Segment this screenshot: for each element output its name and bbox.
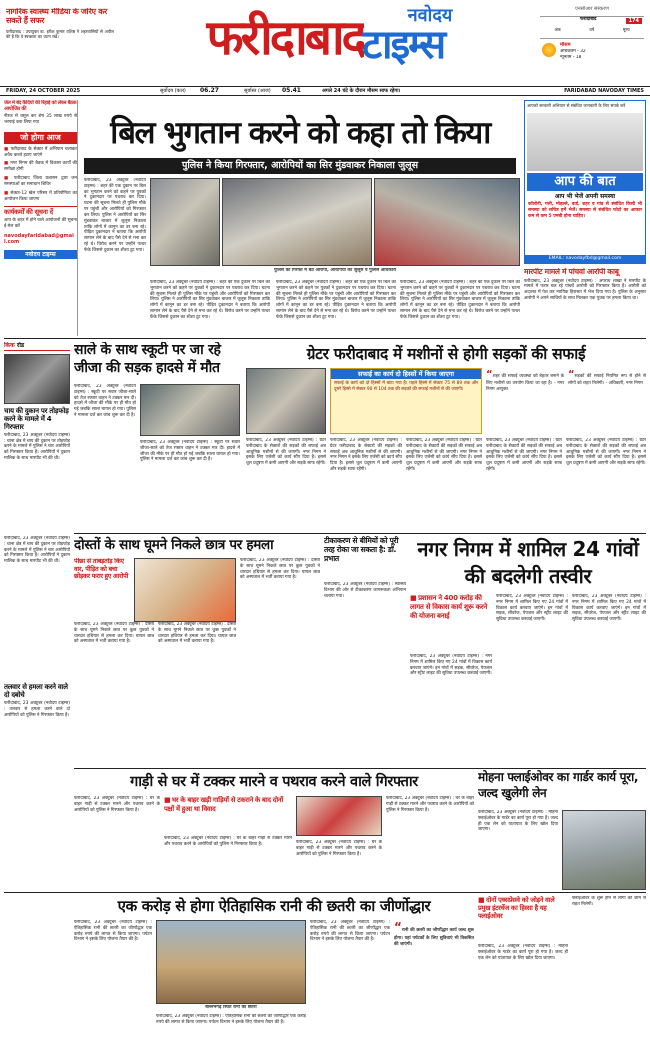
- chhatri-caption: बल्लभगढ़ स्थित रानी की छतरी: [205, 1005, 257, 1010]
- chhatri-quote-text: रानी की छतरी का जीर्णोद्धार कार्य जल्द शुरू होगा। यहां पर्यटकों के लिए सुविधाएं भी विकसित की जाएंगी।: [394, 928, 474, 947]
- list-item: ■ फरीदाबाद जिला प्रशासन द्वारा जन समस्याओं का समाधान शिविर: [4, 176, 77, 187]
- lead-photo-1: [150, 178, 220, 266]
- sidebar-news-body: आप के शहर में होने वाले आयोजनों की सूचना ई-मेल करें: [4, 218, 77, 230]
- list-item: ■ फरीदाबाद के सेक्टर में अभियान चलाकर अवैध कब्जे हटाए जाएंगे: [4, 146, 77, 158]
- nigam-headline: नगर निगम में शामिल 24 गांवों की बदलेगी तस्वीर: [417, 537, 639, 588]
- lead-headline: बिल भुगतान करने को कहा तो किया: [110, 115, 490, 151]
- weather-max: अधिकतम - 32: [560, 49, 586, 54]
- chhatri-headline: एक करोड़ से होगा ऐतिहासिक रानी की छतरी का जीर्णोद्धार: [117, 897, 431, 915]
- ad-box: [524, 100, 646, 264]
- talwar-story: [4, 536, 70, 766]
- page-number-badge: 174: [626, 18, 642, 24]
- ad-title: आप की बात: [527, 173, 643, 191]
- nigam-bullet-icon: ■: [410, 594, 417, 602]
- nigam-subhead: प्रशासन ने 400 करोड़ की लागत से विकास कार्य शुरू करने की योजना बनाई: [410, 594, 487, 620]
- kick-body-cont: फरीदाबाद, 23 अक्टूबर (नवोदय टाइम्स) : थाना क्षेत्र में चाय की दुकान पर तोड़फोड़ करने के मामले में पुलिस ने चार आरोपियों को गिरफ्तार किया है। आरोपियों ने दुकान मालिक के साथ मारपीट भी की थी।: [4, 536, 70, 565]
- list-item-text: सेक्टर-12 खेल परिसर में प्रतियोगिता का आयोजन किया जाएगा: [4, 190, 77, 202]
- chhatri-photo: [156, 920, 306, 1004]
- dost-body-2: फरीदाबाद, 23 अक्टूबर (नवोदय टाइम्स) : दोस्तों के साथ घूमने निकले छात्र पर कुछ युवकों ने धारदार हथियार से हमला कर दिया। घायल छात्र को अस्पताल में भर्ती कराया गया है।: [158, 622, 236, 645]
- greater-body-2: फरीदाबाद, 23 अक्टूबर (नवोदय टाइम्स) : ग्रेटर फरीदाबाद के सेक्टरों की सड़कों की सफाई अब आधुनिक मशीनों से की जाएगी। नगर निगम ने इसके लिए एजेंसी को कार्य सौंप दिया है। इससे धूल प्रदूषण में कमी आएगी और सड़कें साफ रहेंगी।: [330, 438, 402, 473]
- greater-photo-1: [246, 368, 326, 434]
- greater-body-1: फरीदाबाद, 23 अक्टूबर (नवोदय टाइम्स) : ग्रेटर फरीदाबाद के सेक्टरों की सड़कों की सफाई अब आधुनिक मशीनों से की जाएगी। नगर निगम ने इसके लिए एजेंसी को कार्य सौंप दिया है। इससे धूल प्रदूषण में कमी आएगी और सड़कें साफ रहेंगी।: [246, 438, 326, 467]
- lead-strap: पुलिस ने किया गिरफ्तार, आरोपियों का सिर मुंडवाकर निकाला जुलूस: [84, 158, 516, 174]
- greater-quotes: [486, 368, 646, 434]
- lead-body-col-1: फरीदाबाद, 23 अक्टूबर (नवोदय टाइम्स) : शहर की एक दुकान पर बिल का भुगतान करने को कहने पर युवकों ने दुकानदार पर पथराव कर दिया। घटना की सूचना मिलते ही पुलिस मौके पर पहुंची और आरोपियों को गिरफ्तार कर लिया। पुलिस ने आरोपियों का सिर मुंडवाकर बाजार में जुलूस निकाला ताकि लोगों में कानून का डर बना रहे। पीड़ित दुकानदार ने बताया कि आरोपी सामान लेने के बाद पैसे देने से मना कर रहे थे। विरोध करने पर उन्होंने पत्थर फेंके जिससे दुकान का शीशा टूट गया।: [84, 178, 146, 253]
- chhatri-quote: “रानी की छतरी का जीर्णोद्धार कार्य जल्द शुरू होगा। यहां पर्यटकों के लिए सुविधाएं भी विकसित की जाएंगी।: [394, 920, 474, 947]
- donon-bullet-icon: ■: [478, 896, 485, 904]
- sunrise-time: 06.27: [200, 87, 219, 94]
- donon-body-2: फ्लाईओवर के शुरू होने से लोगों को जाम से राहत मिलेगी।: [572, 896, 646, 907]
- gaadi-bullet-icon: ■: [164, 796, 171, 804]
- date-bar: [0, 86, 650, 96]
- chhatri-body-1: फरीदाबाद, 23 अक्टूबर (नवोदय टाइम्स) : ऐतिहासिक रानी की छतरी का जीर्णोद्धार एक करोड़ रुपये की लागत से किया जाएगा। पर्यटन विभाग ने इसके लिए योजना तैयार की है।: [74, 920, 152, 943]
- lead-photo-2: [222, 178, 372, 266]
- dost-body-3: फरीदाबाद, 23 अक्टूबर (नवोदय टाइम्स) : दोस्तों के साथ घूमने निकले छात्र पर कुछ युवकों ने धारदार हथियार से हमला कर दिया। घायल छात्र को अस्पताल में भर्ती कराया गया है।: [240, 558, 320, 581]
- dost-body-1: फरीदाबाद, 23 अक्टूबर (नवोदय टाइम्स) : दोस्तों के साथ घूमने निकले छात्र पर कुछ युवकों ने धारदार हथियार से हमला कर दिया। घायल छात्र को अस्पताल में भर्ती कराया गया है।: [74, 622, 154, 645]
- price-item: मूल्य: [622, 27, 630, 32]
- gaadi-body-3: फरीदाबाद, 23 अक्टूबर (नवोदय टाइम्स) : घर के बाहर गाड़ी से टक्कर मारने और पथराव करने के आरोपियों को पुलिस ने गिरफ्तार किया है।: [296, 840, 382, 857]
- divider: [74, 533, 646, 534]
- nigam-body-3: फरीदाबाद, 23 अक्टूबर (नवोदय टाइम्स) : नगर निगम में शामिल किए गए 24 गांवों में विकास कार्य करवाए जाएंगे। इन गांवों में सड़क, सीवरेज, पेयजल और स्ट्रीट लाइट की सुविधा उपलब्ध करवाई जाएगी।: [572, 594, 646, 623]
- sidebar: [4, 100, 78, 336]
- gaadi-headline: गाड़ी से घर में टक्कर मारने व पथराव करने वाले गिरफ्तार: [130, 774, 418, 790]
- sidebar-box-title: जो होगा आज: [4, 132, 77, 144]
- price-item: वर्ष: [589, 27, 595, 32]
- sidebar-list: [4, 147, 77, 203]
- list-item: ■ सेक्टर-12 खेल परिसर में प्रतियोगिता का आयोजन किया जाएगा: [4, 190, 77, 202]
- dost-headline: दोस्तों के साथ घूमने निकले छात्र पर हमला: [74, 537, 274, 553]
- greater-body-5: फरीदाबाद, 23 अक्टूबर (नवोदय टाइम्स) : ग्रेटर फरीदाबाद के सेक्टरों की सड़कों की सफाई अब आधुनिक मशीनों से की जाएगी। नगर निगम ने इसके लिए एजेंसी को कार्य सौंप दिया है। इससे धूल प्रदूषण में कमी आएगी और सड़कें साफ रहेंगी।: [566, 438, 646, 467]
- lead-body-col-3: फरीदाबाद, 23 अक्टूबर (नवोदय टाइम्स) : शहर की एक दुकान पर बिल का भुगतान करने को कहने पर युवकों ने दुकानदार पर पथराव कर दिया। घटना की सूचना मिलते ही पुलिस मौके पर पहुंची और आरोपियों को गिरफ्तार कर लिया। पुलिस ने आरोपियों का सिर मुंडवाकर बाजार में जुलूस निकाला ताकि लोगों में कानून का डर बना रहे। पीड़ित दुकानदार ने बताया कि आरोपी सामान लेने के बाद पैसे देने से मना कर रहे थे। विरोध करने पर उन्होंने पत्थर फेंके जिससे दुकान का शीशा टूट गया।: [276, 280, 396, 320]
- kick-story: [4, 342, 70, 532]
- date-text: FRIDAY, 24 OCTOBER 2025: [6, 88, 81, 94]
- chhatri-body-2: फरीदाबाद, 23 अक्टूबर (नवोदय टाइम्स) : ऐतिहासिक रानी की छतरी का जीर्णोद्धार एक करोड़ रुपये की लागत से किया जाएगा। पर्यटन विभाग ने इसके लिए योजना तैयार की है।: [156, 1014, 306, 1025]
- ad-body: कॉलोनी, गली, मोहल्ले, वार्ड, शहर व गांव से संबंधित किसी भी समस्या को सचित्र हमें भेजें। समस्या से संबंधित फोटो का आकार कम से कम 5 एमबी होना चाहिए।: [528, 202, 642, 220]
- greater-headline: ग्रेटर फरीदाबाद में मशीनों से होगी सड़कों की सफाई: [306, 345, 586, 363]
- price-item: अंक: [554, 27, 561, 32]
- talwar-body: फरीदाबाद, 23 अक्टूबर (नवोदय टाइम्स) : तलवार से हमला करने वाले दो आरोपियों को पुलिस ने गिरफ्तार किया है।: [4, 701, 70, 718]
- sunset-label: सूर्यास्त (आज): [244, 88, 271, 94]
- dost-illustration: [134, 558, 236, 622]
- gaadi-sub-box: [164, 796, 292, 832]
- ad-email[interactable]: EMAIL: navodayfbd@gmail.com: [525, 255, 645, 263]
- left-promo-box: [6, 8, 114, 68]
- mohna-body: फरीदाबाद, 23 अक्टूबर (नवोदय टाइम्स) : मोहना फ्लाईओवर के गार्डर का कार्य पूरा हो गया है। जल्द ही एक लेन को यातायात के लिए खोल दिया जाएगा।: [478, 810, 558, 833]
- sun-icon: [542, 43, 556, 57]
- greater-box: [330, 368, 482, 434]
- ad-sub: आप भी भेजें अपनी समस्या: [554, 192, 616, 200]
- title-top: नवोदय: [407, 5, 453, 26]
- greater-body-4: फरीदाबाद, 23 अक्टूबर (नवोदय टाइम्स) : ग्रेटर फरीदाबाद के सेक्टरों की सड़कों की सफाई अब आधुनिक मशीनों से की जाएगी। नगर निगम ने इसके लिए एजेंसी को कार्य सौंप दिया है। इससे धूल प्रदूषण में कमी आएगी और सड़कें साफ रहेंगी।: [486, 438, 562, 473]
- gaadi-body-1: फरीदाबाद, 23 अक्टूबर (नवोदय टाइम्स) : घर के बाहर गाड़ी से टक्कर मारने और पथराव करने के आरोपियों को पुलिस ने गिरफ्तार किया है।: [74, 796, 160, 813]
- weather-box: [540, 38, 644, 68]
- sidebar-email[interactable]: navodayfaridabad@gmail.com: [4, 232, 74, 246]
- scooty-photo: [140, 384, 240, 436]
- weather-min: न्यूनतम - 18: [560, 55, 582, 60]
- lead-caption: पुलिस की गिरफ्त में बैठे आरोपी, आरोपियों का जुलूस व पुलिस अधिकारी: [273, 268, 397, 273]
- donon-body-1: फरीदाबाद, 23 अक्टूबर (नवोदय टाइम्स) : मोहना फ्लाईओवर के गार्डर का कार्य पूरा हो गया है। जल्द ही एक लेन को यातायात के लिए खोल दिया जाएगा।: [478, 944, 568, 961]
- greater-body-3: फरीदाबाद, 23 अक्टूबर (नवोदय टाइम्स) : ग्रेटर फरीदाबाद के सेक्टरों की सड़कों की सफाई अब आधुनिक मशीनों से की जाएगी। नगर निगम ने इसके लिए एजेंसी को कार्य सौंप दिया है। इससे धूल प्रदूषण में कमी आएगी और सड़कें साफ रहेंगी।: [406, 438, 482, 473]
- list-item-text: नगर निगम की बैठक में विकास कार्यों की समीक्षा होगी: [4, 161, 77, 173]
- sunset-time: 05.41: [282, 87, 301, 94]
- ad-illustration: [527, 113, 643, 171]
- handcuff-photo: [4, 354, 70, 404]
- greater-box-title: सफाई का कार्य दो हिस्सों में किया जाएगा: [331, 369, 481, 379]
- nigam-body-2: फरीदाबाद, 23 अक्टूबर (नवोदय टाइम्स) : नगर निगम में शामिल किए गए 24 गांवों में विकास कार्य करवाए जाएंगे। इन गांवों में सड़क, सीवरेज, पेयजल और स्ट्रीट लाइट की सुविधा उपलब्ध करवाई जाएगी।: [496, 594, 568, 623]
- marpeet-body: फरीदाबाद, 23 अक्टूबर (नवोदय टाइम्स) : अपराध शाखा ने मारपीट के मामले में फरार चल रहे पांचवें आरोपी को गिरफ्तार किया है। आरोपी को अदालत में पेश कर न्यायिक हिरासत में भेज दिया गया है। पुलिस के अनुसार आरोपी ने अपने साथियों के साथ मिलकर एक युवक पर हमला किया था।: [524, 278, 646, 302]
- sidebar-notice: जेल में बंद कैदियों की रिहाई को लेकर बैठक आयोजित की: [4, 100, 77, 112]
- donon-headline: दोनों एक्सप्रेसवे को जोड़ने वाले प्रमुख इंटरचेंज का हिस्सा है यह फ्लाईओवर: [478, 896, 555, 920]
- sidebar-logo: नवोदय टाइम्स: [4, 250, 77, 260]
- edition-label: एनसीआर संस्करण: [575, 6, 609, 12]
- kick-label: [4, 342, 70, 351]
- kick-label-2: रोड: [16, 342, 25, 349]
- gaadi-body-4: फरीदाबाद, 23 अक्टूबर (नवोदय टाइम्स) : घर के बाहर गाड़ी से टक्कर मारने और पथराव करने के आरोपियों को पुलिस ने गिरफ्तार किया है।: [386, 796, 474, 813]
- sunrise-label: सूर्योदय (कल): [160, 88, 186, 94]
- lead-photos: [150, 178, 520, 270]
- kick-label-1: किक: [4, 342, 15, 349]
- divider: [4, 892, 646, 893]
- tika-headline: टीकाकरण से बीमियों को पूरी तरह रोका जा सकता है: डॉ. प्रभात: [324, 536, 399, 563]
- scooty-headline: साले के साथ स्कूटी पर जा रहे जीजा की सड़क हादसे में मौत: [74, 342, 221, 376]
- lead-photo-3: [374, 178, 520, 266]
- page-number-row: [540, 16, 644, 25]
- nigam-body-1: फरीदाबाद, 23 अक्टूबर (नवोदय टाइम्स) : नगर निगम में शामिल किए गए 24 गांवों में विकास कार्य करवाए जाएंगे। इन गांवों में सड़क, सीवरेज, पेयजल और स्ट्रीट लाइट की सुविधा उपलब्ध करवाई जाएगी।: [410, 654, 492, 677]
- quote-text: सड़कों की सफाई नियमित रूप से होने से लोगों को राहत मिलेगी। - अधिकारी, नगर निगम: [568, 374, 646, 387]
- weather-label: मौसम: [560, 42, 571, 48]
- mohna-headline: मोहना फ्लाईओवर का गार्डर कार्य पूरा, जल्द खुलेगी लेन: [478, 770, 639, 800]
- scooty-body-1: फरीदाबाद, 23 अक्टूबर (नवोदय टाइम्स) : स्कूटी पर सवार जीजा-साले को तेज रफ्तार वाहन ने टक्कर मार दी। हादसे में जीजा की मौके पर ही मौत हो गई जबकि साला घायल हो गया। पुलिस ने मामला दर्ज कर जांच शुरू कर दी है।: [74, 384, 136, 419]
- chhatri-body-3: फरीदाबाद, 23 अक्टूबर (नवोदय टाइम्स) : ऐतिहासिक रानी की छतरी का जीर्णोद्धार एक करोड़ रुपये की लागत से किया जाएगा। पर्यटन विभाग ने इसके लिए योजना तैयार की है।: [310, 920, 390, 943]
- talwar-headline: तलवार से हमला करने वाले दो दबोचे: [4, 683, 68, 700]
- divider: [4, 338, 646, 339]
- mohna-photo: [562, 810, 646, 890]
- quote-text: शहर की सफाई व्यवस्था को बेहतर बनाने के लिए मशीनों का उपयोग किया जा रहा है। - नगर निगम आयुक्त: [486, 374, 564, 392]
- masthead: [0, 0, 650, 74]
- divider: [74, 768, 646, 769]
- price-row: [540, 27, 644, 35]
- title-left: फरीदाबाद: [206, 10, 364, 66]
- list-item-text: फरीदाबाद जिला प्रशासन द्वारा जन समस्याओं का समाधान शिविर: [4, 176, 77, 187]
- page-label: फरीदाबाद: [580, 17, 597, 22]
- gaadi-body-2: फरीदाबाद, 23 अक्टूबर (नवोदय टाइम्स) : घर के बाहर गाड़ी से टक्कर मारने और पथराव करने के आरोपियों को पुलिस ने गिरफ्तार किया है।: [164, 836, 292, 847]
- sidebar-news-title: कार्यकर्मों की सूचना दें: [4, 206, 77, 216]
- title-right: टाइम्स: [362, 22, 445, 68]
- greater-quote-2: “सड़कों की सफाई नियमित रूप से होने से लोगों को राहत मिलेगी। - अधिकारी, नगर निगम: [568, 369, 646, 387]
- gaadi-subhead: घर के बाहर खड़ी गाड़ियों से टकराने के बाद दोनों पक्षों में हुआ था विवाद: [164, 796, 284, 813]
- dost-sub: [74, 558, 130, 618]
- greater-box-body: सफाई के कार्य को दो हिस्सों में बांटा गया है। पहले हिस्से में सेक्टर 75 से 89 तक और दूसरे हिस्से में सेक्टर 90 से 104 तक की सड़कों की सफाई मशीनों से की जाएगी।: [334, 381, 478, 392]
- ad-phone-note: आपको सरकारी अभियान से संबंधित जानकारी के लिए संपर्क करें: [527, 103, 626, 108]
- greater-quote-1: “शहर की सफाई व्यवस्था को बेहतर बनाने के लिए मशीनों का उपयोग किया जा रहा है। - नगर निगम आयुक्त: [486, 369, 564, 392]
- chai-body: फरीदाबाद, 23 अक्टूबर (नवोदय टाइम्स) : थाना क्षेत्र में चाय की दुकान पर तोड़फोड़ करने के मामले में पुलिस ने चार आरोपियों को गिरफ्तार किया है। आरोपियों ने दुकान मालिक के साथ मारपीट भी की थी।: [4, 432, 70, 462]
- left-promo-text: फरीदाबाद : उपायुक्त डा. हरीश कुमार वशिष्ठ ने शहरवासियों से अपील की है कि वे स्वच्छता का ध्यान रखें।: [6, 28, 114, 40]
- chai-headline: चाय की दुकान पर तोड़फोड़ करने के मामले में 4 गिरफ्तार: [4, 406, 69, 431]
- scooty-body-2: फरीदाबाद, 23 अक्टूबर (नवोदय टाइम्स) : स्कूटी पर सवार जीजा-साले को तेज रफ्तार वाहन ने टक्कर मार दी। हादसे में जीजा की मौके पर ही मौत हो गई जबकि साला घायल हो गया। पुलिस ने मामला दर्ज कर जांच शुरू कर दी है।: [140, 440, 240, 463]
- tika-body: फरीदाबाद, 23 अक्टूबर (नवोदय टाइम्स) : स्वास्थ्य विभाग की ओर से टीकाकरण जागरूकता अभियान चलाया गया।: [324, 582, 406, 599]
- left-promo-headline: नागरिक स्वास्थ्य मीडिया के जरिए कर सकते हैं सफर: [6, 8, 108, 25]
- marpeet-headline: मारपीट मामले में पांचवां आरोपी काबू: [524, 268, 619, 276]
- forecast-text: अगले 24 घंटे के दौरान मौसम साफ रहेगा।: [322, 88, 401, 94]
- gaadi-illustration: [296, 796, 382, 836]
- lead-body-col-2: फरीदाबाद, 23 अक्टूबर (नवोदय टाइम्स) : शहर की एक दुकान पर बिल का भुगतान करने को कहने पर युवकों ने दुकानदार पर पथराव कर दिया। घटना की सूचना मिलते ही पुलिस मौके पर पहुंची और आरोपियों को गिरफ्तार कर लिया। पुलिस ने आरोपियों का सिर मुंडवाकर बाजार में जुलूस निकाला ताकि लोगों में कानून का डर बना रहे। पीड़ित दुकानदार ने बताया कि आरोपी सामान लेने के बाद पैसे देने से मना कर रहे थे। विरोध करने पर उन्होंने पत्थर फेंके जिससे दुकान का शीशा टूट गया।: [150, 280, 270, 320]
- list-item: ■ नगर निगम की बैठक में विकास कार्यों की समीक्षा होगी: [4, 161, 77, 173]
- sidebar-notice-sub: नीरज से वसूल कर शेष 35 लाख रुपये से भरपाई करा लिया गया: [4, 114, 77, 125]
- donon-box: [478, 896, 568, 942]
- dost-subhead: पीछा से ताबड़तोड़ किए वार, पीड़ित को बचा छोड़कर फरार हुए आरोपी: [74, 558, 129, 581]
- paper-name-right: FARIDABAD NAVODAY TIMES: [564, 88, 644, 94]
- nigam-subhead-box: [410, 594, 492, 650]
- lead-body-col-4: फरीदाबाद, 23 अक्टूबर (नवोदय टाइम्स) : शहर की एक दुकान पर बिल का भुगतान करने को कहने पर युवकों ने दुकानदार पर पथराव कर दिया। घटना की सूचना मिलते ही पुलिस मौके पर पहुंची और आरोपियों को गिरफ्तार कर लिया। पुलिस ने आरोपियों का सिर मुंडवाकर बाजार में जुलूस निकाला ताकि लोगों में कानून का डर बना रहे। पीड़ित दुकानदार ने बताया कि आरोपी सामान लेने के बाद पैसे देने से मना कर रहे थे। विरोध करने पर उन्होंने पत्थर फेंके जिससे दुकान का शीशा टूट गया।: [400, 280, 520, 320]
- marpeet-story: [524, 268, 646, 336]
- list-item-text: फरीदाबाद के सेक्टर में अभियान चलाकर अवैध कब्जे हटाए जाएंगे: [4, 146, 77, 158]
